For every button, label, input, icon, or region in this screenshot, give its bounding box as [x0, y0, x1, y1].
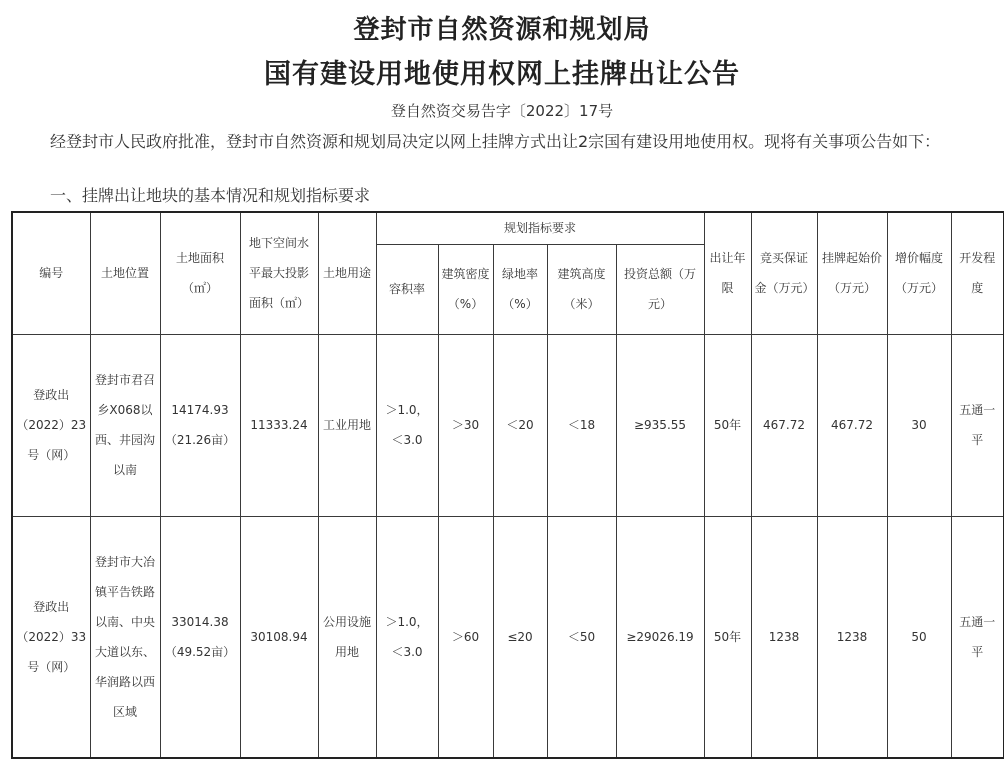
cell-id: 登政出（2022）23号（网）	[12, 334, 90, 516]
cell-density: ＞30	[438, 334, 493, 516]
header-green: 绿地率（%）	[493, 244, 547, 334]
table-row	[12, 334, 1004, 516]
cell-investment: ≥29026.19	[616, 516, 704, 758]
cell-far: ＞1.0，＜3.0	[376, 334, 438, 516]
header-density: 建筑密度（%）	[438, 244, 493, 334]
intro-paragraph: 经登封市人民政府批准，登封市自然资源和规划局决定以网上挂牌方式出让2宗国有建设用地使用权。现将有关事项公告如下：	[50, 132, 941, 151]
cell-term: 50年	[704, 334, 751, 516]
section-title: 一、挂牌出让地块的基本情况和规划指标要求	[50, 186, 371, 205]
cell-density: ＞60	[438, 516, 493, 758]
land-parcel-table	[11, 211, 1004, 759]
cell-land-use: 工业用地	[318, 334, 376, 516]
cell-start-price: 467.72	[817, 334, 887, 516]
header-increment: 增价幅度（万元）	[887, 212, 951, 334]
cell-location: 登封市大冶镇平告铁路以南、中央大道以东、华润路以西区域	[90, 516, 160, 758]
header-far: 容积率	[376, 244, 438, 334]
cell-deposit: 467.72	[751, 334, 817, 516]
title-announcement: 国有建设用地使用权网上挂牌出让公告	[264, 59, 740, 90]
header-location: 土地位置	[90, 212, 160, 334]
header-area: 土地面积（㎡）	[160, 212, 240, 334]
header-term: 出让年限	[704, 212, 751, 334]
header-start-price: 挂牌起始价（万元）	[817, 212, 887, 334]
header-planning-group: 规划指标要求	[376, 212, 704, 244]
document-number: 登自然资交易告字〔2022〕17号	[390, 102, 614, 120]
table-row	[12, 516, 1004, 758]
header-height: 建筑高度（米）	[547, 244, 616, 334]
cell-height: ＜50	[547, 516, 616, 758]
header-land-use: 土地用途	[318, 212, 376, 334]
cell-location: 登封市君召乡X068以西、井园沟以南	[90, 334, 160, 516]
cell-development: 五通一平	[951, 516, 1004, 758]
cell-height: ＜18	[547, 334, 616, 516]
cell-green: ＜20	[493, 334, 547, 516]
cell-area: 33014.38（49.52亩）	[160, 516, 240, 758]
cell-start-price: 1238	[817, 516, 887, 758]
cell-far: ＞1.0，＜3.0	[376, 516, 438, 758]
cell-investment: ≥935.55	[616, 334, 704, 516]
cell-green: ≤20	[493, 516, 547, 758]
header-development: 开发程度	[951, 212, 1004, 334]
header-underground-area: 地下空间水平最大投影面积（㎡）	[240, 212, 318, 334]
cell-underground-area: 11333.24	[240, 334, 318, 516]
cell-increment: 50	[887, 516, 951, 758]
cell-area: 14174.93（21.26亩）	[160, 334, 240, 516]
cell-underground-area: 30108.94	[240, 516, 318, 758]
cell-deposit: 1238	[751, 516, 817, 758]
title-agency: 登封市自然资源和规划局	[353, 15, 651, 45]
cell-id: 登政出（2022）33号（网）	[12, 516, 90, 758]
cell-development: 五通一平	[951, 334, 1004, 516]
header-id: 编号	[12, 212, 90, 334]
header-deposit: 竞买保证金（万元）	[751, 212, 817, 334]
cell-term: 50年	[704, 516, 751, 758]
cell-increment: 30	[887, 334, 951, 516]
header-investment: 投资总额（万元）	[616, 244, 704, 334]
cell-land-use: 公用设施用地	[318, 516, 376, 758]
